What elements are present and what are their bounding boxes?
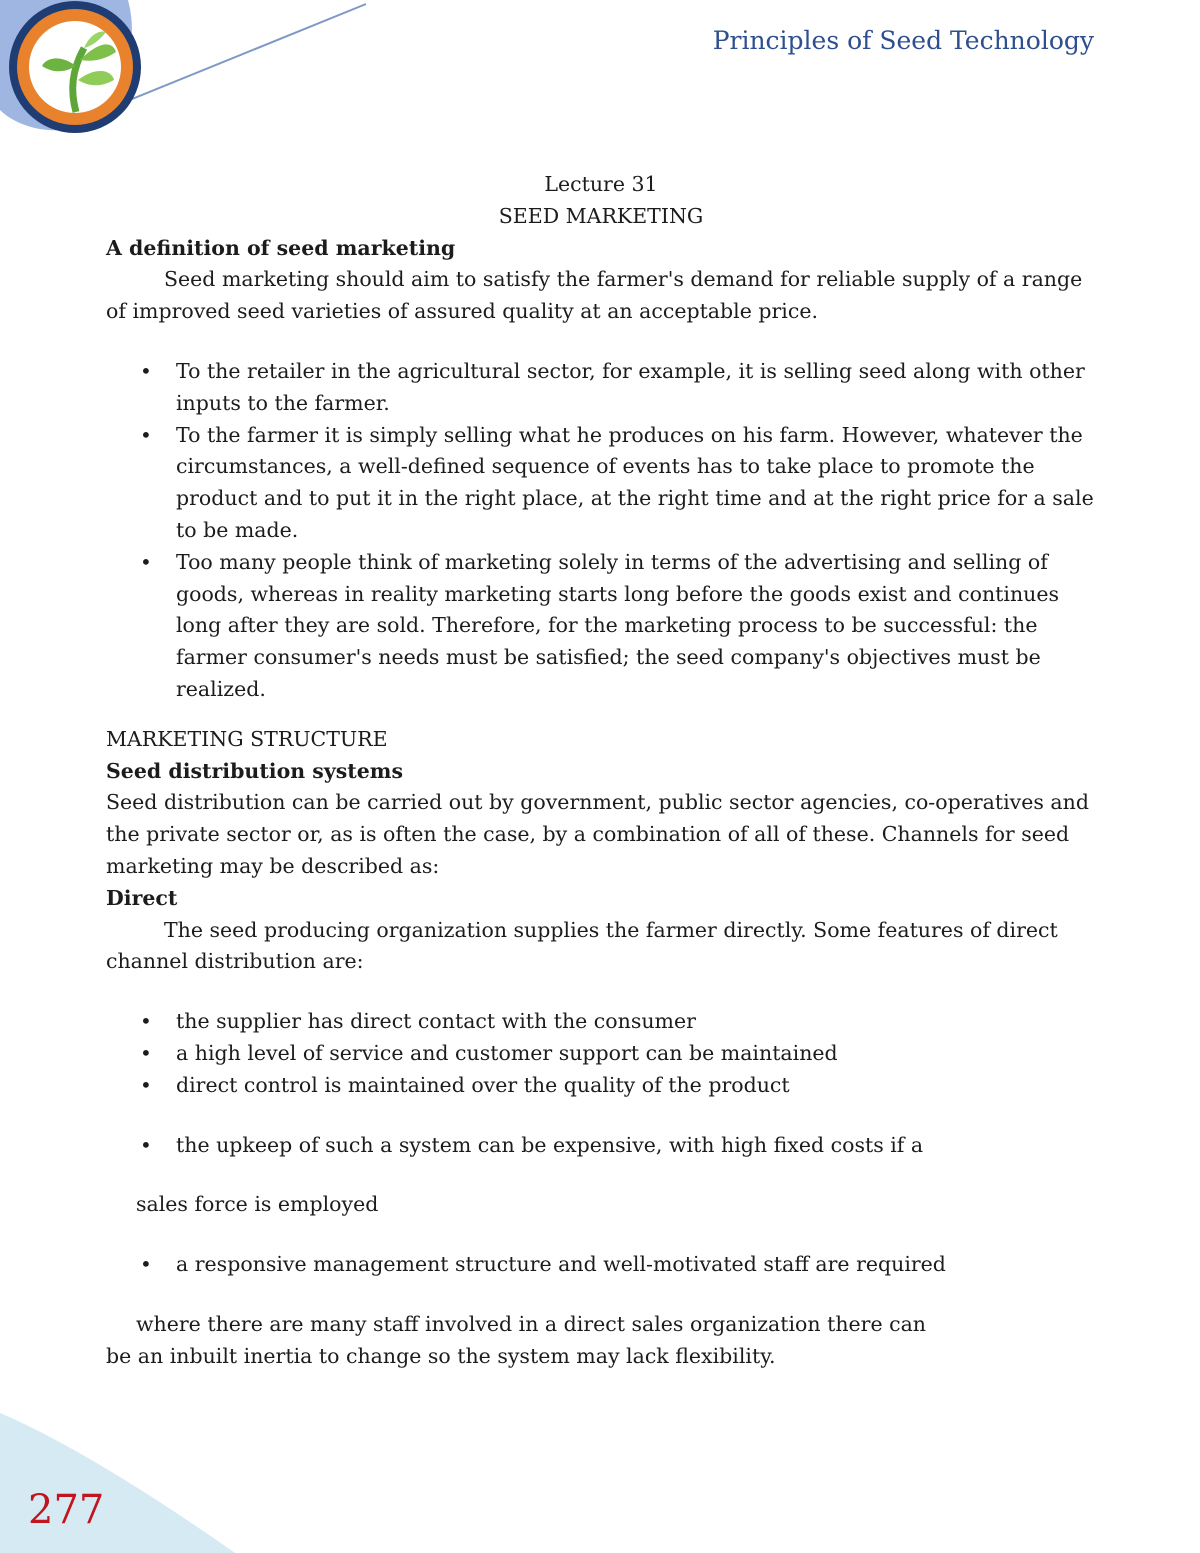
direct-paragraph: The seed producing organization supplies the farmer directly. Some features of direct channel distribution are:	[106, 917, 1058, 974]
lecture-title: SEED MARKETING	[498, 203, 704, 228]
direct-heading: Direct	[106, 885, 178, 910]
structure-heading: MARKETING STRUCTURE	[106, 726, 388, 751]
list-item: • Too many people think of marketing solely in terms of the advertising and selling of goods, whereas in reality marketing starts long before the goods exist and continues long after they are sold. Therefore, for the marketing process to be successful: the farmer consumer's needs must be satisfied; the seed company's objectives must be realized.	[106, 547, 1096, 706]
lecture-number: Lecture 31	[544, 172, 658, 196]
definition-heading: A definition of seed marketing	[106, 235, 456, 260]
running-header-title: Principles of Seed Technology	[712, 26, 1094, 55]
closing-paragraph: where there are many staff involved in a direct sales organization there can be an inbuilt inertia to change so the system may lack flexibility.	[106, 1311, 927, 1368]
list-item: • To the farmer it is simply selling what he produces on his farm. However, whatever the circumstances, a well-defined sequence of events has to take place to promote the product and to put it in the right place, at the right time and at the right price for a sale to be made.	[106, 420, 1096, 547]
definition-paragraph: Seed marketing should aim to satisfy the farmer's demand for reliable supply of a range of improved seed varieties of assured quality at an acceptable price.	[106, 267, 1083, 324]
list-item: • the supplier has direct contact with the consumer	[106, 1006, 1096, 1038]
upkeep-continuation: sales force is employed	[136, 1192, 379, 1217]
header-rule-line	[110, 4, 366, 108]
distribution-subheading: Seed distribution systems	[106, 758, 404, 783]
list-item: • a high level of service and customer support can be maintained	[106, 1038, 1096, 1070]
distribution-paragraph: Seed distribution can be carried out by government, public sector agencies, co-operatives and the private sector or, as is often the case, by a combination of all of these. Channels for seed marketing may be described as:	[106, 790, 1089, 878]
list-item: • To the retailer in the agricultural sector, for example, it is selling seed along with other inputs to the farmer.	[106, 356, 1096, 420]
definition-bullet-list	[106, 356, 1096, 706]
direct-bullet-list	[106, 1006, 1096, 1101]
list-item: • a responsive management structure and well-motivated staff are required	[106, 1249, 1096, 1281]
header-logo-graphic	[0, 0, 380, 140]
list-item: • the upkeep of such a system can be expensive, with high fixed costs if a	[106, 1130, 1096, 1162]
list-item: • direct control is maintained over the quality of the product	[106, 1070, 1096, 1102]
management-bullet-list	[106, 1249, 1096, 1281]
page-number: 277	[28, 1487, 105, 1533]
page-body	[106, 169, 1096, 1373]
upkeep-bullet-list	[106, 1130, 1096, 1162]
